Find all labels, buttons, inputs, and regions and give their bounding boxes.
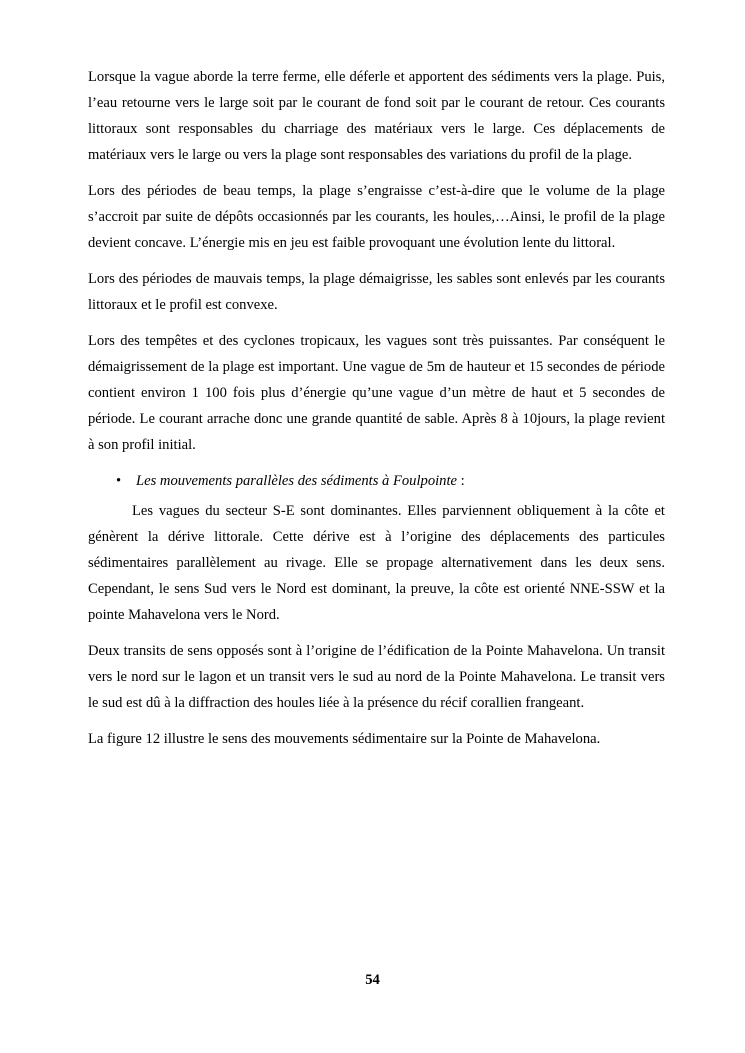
paragraph-wave-sediment-transport: Lorsque la vague aborde la terre ferme, elle déferle et apportent des sédiments vers la plage. Puis, l’eau retourne vers le large soit par le courant de fond soit par le courant de retour. Ces courants littoraux sont responsables du charriage des matériaux vers le large. Ces déplacements de matériaux vers le large ou vers la plage sont responsables des variations du profil de la plage.: [88, 69, 665, 163]
page-number: 54: [365, 972, 380, 988]
bullet-item-parallel-movements: [88, 468, 665, 494]
paragraph-good-weather: Lors des périodes de beau temps, la plage s’engraisse c’est-à-dire que le volume de la plage s’accroit par suite de dépôts occasionnés par les courants, les houles,…Ainsi, le profil de la plage devient concave. L’énergie mis en jeu est faible provoquant une évolution lente du littoral.: [88, 183, 665, 251]
paragraph-storms-cyclones: Lors des tempêtes et des cyclones tropicaux, les vagues sont très puissantes. Par conséquent le démaigrissement de la plage est important. Une vague de 5m de hauteur et 15 secondes de période contient environ 1 100 fois plus d’énergie qu’une vague d’un mètre de haut et 5 secondes de période. Le courant arrache donc une grande quantité de sable. Après 8 à 10jours, la plage revient à son profil initial.: [88, 333, 665, 453]
bullet-heading: [136, 468, 465, 494]
bullet-heading-suffix: :: [457, 473, 465, 489]
paragraph-opposite-transits: Deux transits de sens opposés sont à l’origine de l’édification de la Pointe Mahavelona. Un transit vers le nord sur le lagon et un transit vers le sud au nord de la Pointe Mahavelona. Le transit vers le sud est dû à la diffraction des houles liée à la présence du récif corallien frangeant.: [88, 643, 665, 711]
paragraph-littoral-drift: Les vagues du secteur S-E sont dominantes. Elles parviennent obliquement à la côte et génèrent la dérive littorale. Cette dérive est à l’origine des déplacements des particules sédimentaires parallèlement au rivage. Elle se propage alternativement dans les deux sens. Cependant, le sens Sud vers le Nord est dominant, la preuve, la côte est orienté NNE-SSW et la pointe Mahavelona vers le Nord.: [88, 503, 665, 623]
bullet-symbol: •: [116, 473, 122, 489]
document-page: [88, 64, 665, 762]
paragraph-figure-reference: La figure 12 illustre le sens des mouvements sédimentaire sur la Pointe de Mahavelona.: [88, 731, 601, 747]
bullet-heading-title: Les mouvements parallèles des sédiments à Foulpointe: [136, 473, 458, 489]
paragraph-bad-weather: Lors des périodes de mauvais temps, la plage démaigrisse, les sables sont enlevés par les courants littoraux et le profil est convexe.: [88, 271, 665, 313]
